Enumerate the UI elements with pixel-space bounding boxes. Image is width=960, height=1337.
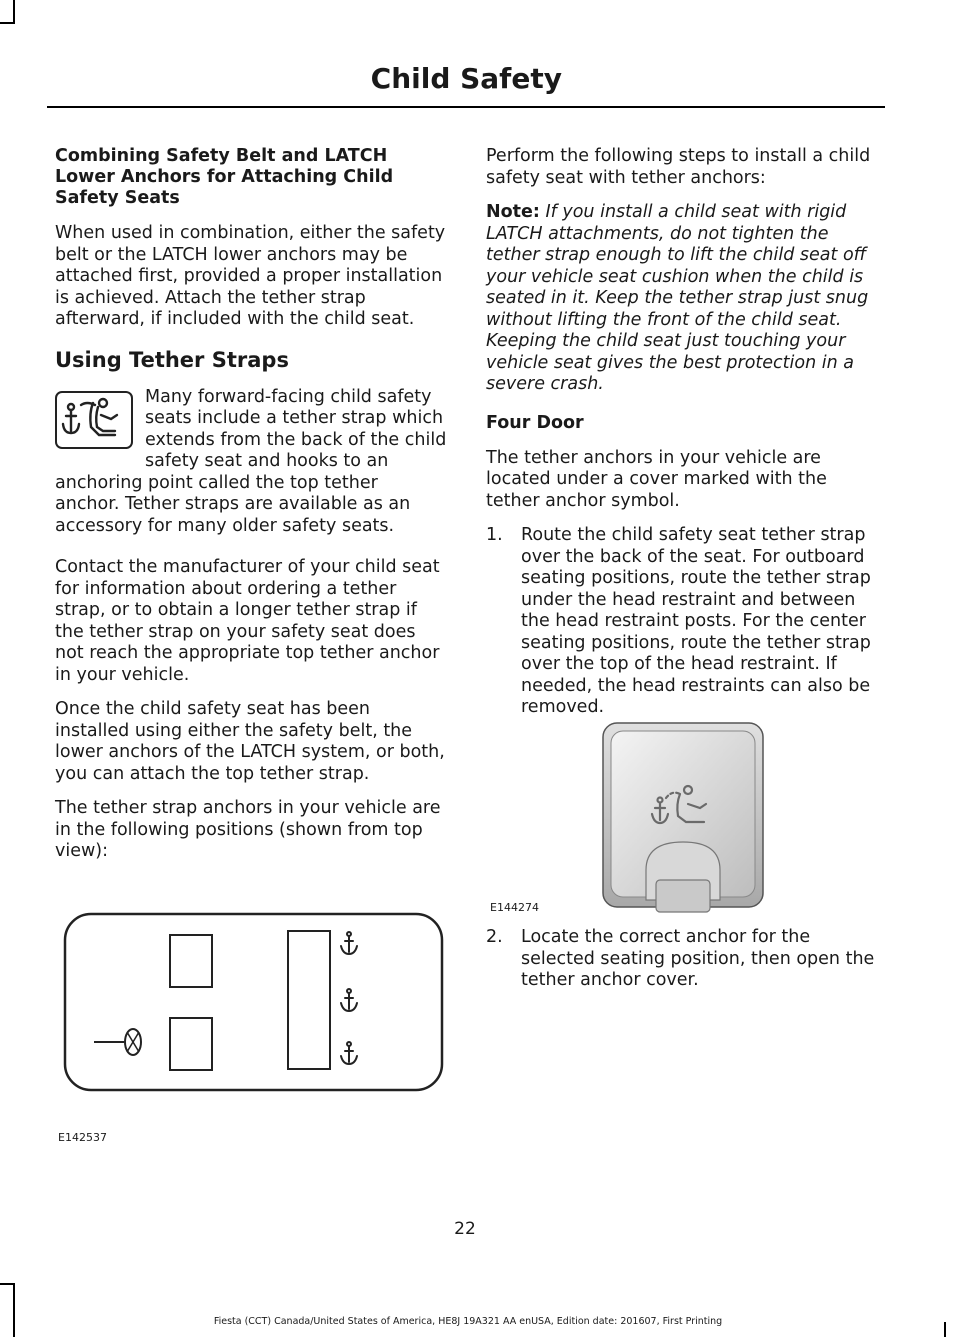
note [486,202,882,396]
paragraph: Many forward-facing child safety seats include a tether strap which extends from the back of the child safety seat and hooks to an anchoring point called the top tether anchor. Tether straps are available as an accessory for many older safety seats. [55,386,447,536]
tether-paragraph-with-icon [55,387,447,538]
step-number: 1. [486,525,503,545]
paragraph: Perform the following steps to install a child safety seat with tether anchors: [486,146,871,188]
paragraph: When used in combination, either the safety belt or the LATCH lower anchors may be attached first, provided a proper installation is achieved. Attach the tether strap afterward, if included with the child seat. [55,223,446,329]
steps-list [486,927,882,992]
page-title: Child Safety [370,62,562,95]
anchor-cover-image [600,720,766,916]
crop-mark [0,22,15,24]
crop-mark [944,1322,946,1337]
step-number: 2. [486,927,503,947]
tether-anchor-cover-figure [486,720,882,920]
paragraph: Once the child safety seat has been installed using either the safety belt, the lower anchors of the LATCH system, or both, you can attach the top tether strap. [55,699,445,784]
paragraph: The tether anchors in your vehicle are located under a cover marked with the tether anchor symbol. [486,447,827,511]
note-label: Note: [486,202,540,222]
edition-footer: Fiesta (CCT) Canada/United States of America, HE8J 19A321 AA enUSA, Edition date: 201607, First Printing [213,1316,723,1327]
crop-mark [13,1283,15,1337]
left-column [55,146,447,876]
right-column [486,146,882,729]
child-seat-tether-icon [55,391,133,449]
subsection-heading: Using Tether Straps [55,347,289,372]
anchor-position-diagram [58,908,448,1148]
note-text: If you install a child seat with rigid LATCH attachments, do not tighten the tether strap enough to lift the child seat off your vehicle seat cushion when the child is seated in it. Keep the tether strap just snug without lifting the front of the child seat. Keeping the child seat just touching your vehicle seat gives the best protection in a severe crash. [486,202,869,394]
list-item [486,525,882,719]
list-item [486,927,882,992]
paragraph: Contact the manufacturer of your child seat for information about ordering a tether strap, or to obtain a longer tether strap if the tether strap on your safety seat does not reach the appropriate top tether anchor in your vehicle. [55,557,440,685]
step-text: Locate the correct anchor for the selected seating position, then open the tether anchor cover. [521,927,875,990]
step-text: Route the child safety seat tether strap over the back of the seat. For outboard seating positions, route the tether strap under the head restraint and between the head restraint posts. For the center seating positions, route the tether strap over the top of the head restraint. If needed, the head restraints can also be removed. [521,525,871,717]
figure-code: E144274 [490,901,539,914]
page-number: 22 [454,1219,476,1239]
paragraph: The tether strap anchors in your vehicle are in the following positions (shown from top view): [55,798,441,861]
figure-code: E142537 [58,1131,107,1144]
steps-list [486,525,882,719]
header-divider [47,106,885,108]
crop-mark [0,1283,15,1285]
subsection-heading: Four Door [486,412,584,433]
right-column-continued [486,927,882,1002]
crop-mark [13,0,15,22]
section-heading: Combining Safety Belt and LATCH Lower Anchors for Attaching Child Safety Seats [55,146,394,208]
top-view-diagram [58,908,448,1098]
